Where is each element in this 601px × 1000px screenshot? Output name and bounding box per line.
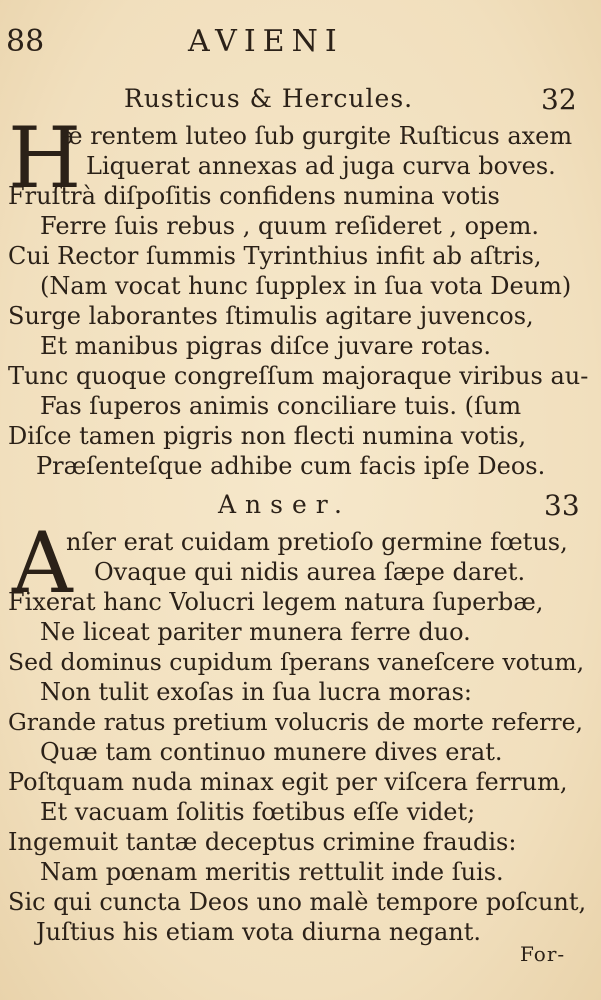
verse-line: Poſtquam nuda minax egit per viſcera ferrum, (8, 768, 568, 796)
verse-line: Liquerat annexas ad juga curva boves. (86, 152, 556, 180)
verse-line: Fruſtrà diſpoſitis confidens numina votis (8, 182, 500, 210)
verse-line: Ingemuit tantæ deceptus crimine fraudis: (8, 828, 517, 856)
verse-line: Juſtius his etiam vota diurna negant. (36, 918, 481, 946)
verse-line: Et vacuam ſolitis fœtibus eſſe videt; (40, 798, 476, 826)
verse-line: Sic qui cuncta Deos uno malè tempore poſcunt, (8, 888, 587, 916)
fable-title: Rusticus & Hercules. (124, 84, 414, 113)
verse-line: æ rentem luteo ſub gurgite Ruſticus axem (60, 122, 573, 150)
verse-line: Surge laborantes ſtimulis agitare juvencos, (8, 302, 534, 330)
verse-line: Et manibus pigras diſce juvare rotas. (40, 332, 491, 360)
verse-line: Ferre ſuis rebus , quum reſideret , opem. (40, 212, 540, 240)
verse-line: Fixerat hanc Volucri legem natura ſuperbæ, (8, 588, 544, 616)
verse-line: Non tulit exoſas in ſua lucra moras: (40, 678, 472, 706)
verse-line: Fas ſuperos animis conciliare tuis. (ſum (40, 392, 522, 420)
verse-line: Grande ratus pretium volucris de morte referre, (8, 708, 583, 736)
fable-title: Anser. (218, 490, 351, 519)
verse-line: Quæ tam continuo munere dives erat. (40, 738, 503, 766)
verse-line: Sed dominus cupidum ſperans vaneſcere votum, (8, 648, 585, 676)
verse-line: nſer erat cuidam pretioſo germine fœtus, (66, 528, 568, 556)
fable-number: 33 (544, 489, 580, 522)
verse-line: (Nam vocat hunc ſupplex in ſua vota Deum) (40, 272, 572, 300)
verse-line: Cui Rector ſummis Tyrinthius infit ab aſtris, (8, 242, 542, 270)
verse-line: Ovaque qui nidis aurea ſæpe daret. (94, 558, 526, 586)
drop-cap: H (8, 109, 82, 207)
page-number: 88 (6, 24, 45, 59)
verse-line: Ne liceat pariter munera ferre duo. (40, 618, 471, 646)
drop-cap: A (12, 514, 73, 612)
fable-number: 32 (541, 83, 577, 116)
verse-line: Tunc quoque congreſſum majoraque viribus au- (8, 362, 589, 390)
verse-line: Diſce tamen pigris non flecti numina votis, (8, 422, 527, 450)
running-title: AVIENI (188, 24, 344, 59)
verse-line: Præſenteſque adhibe cum facis ipſe Deos. (36, 452, 546, 480)
verse-line: Nam pœnam meritis rettulit inde ſuis. (40, 858, 504, 886)
catchword: For- (520, 942, 566, 966)
